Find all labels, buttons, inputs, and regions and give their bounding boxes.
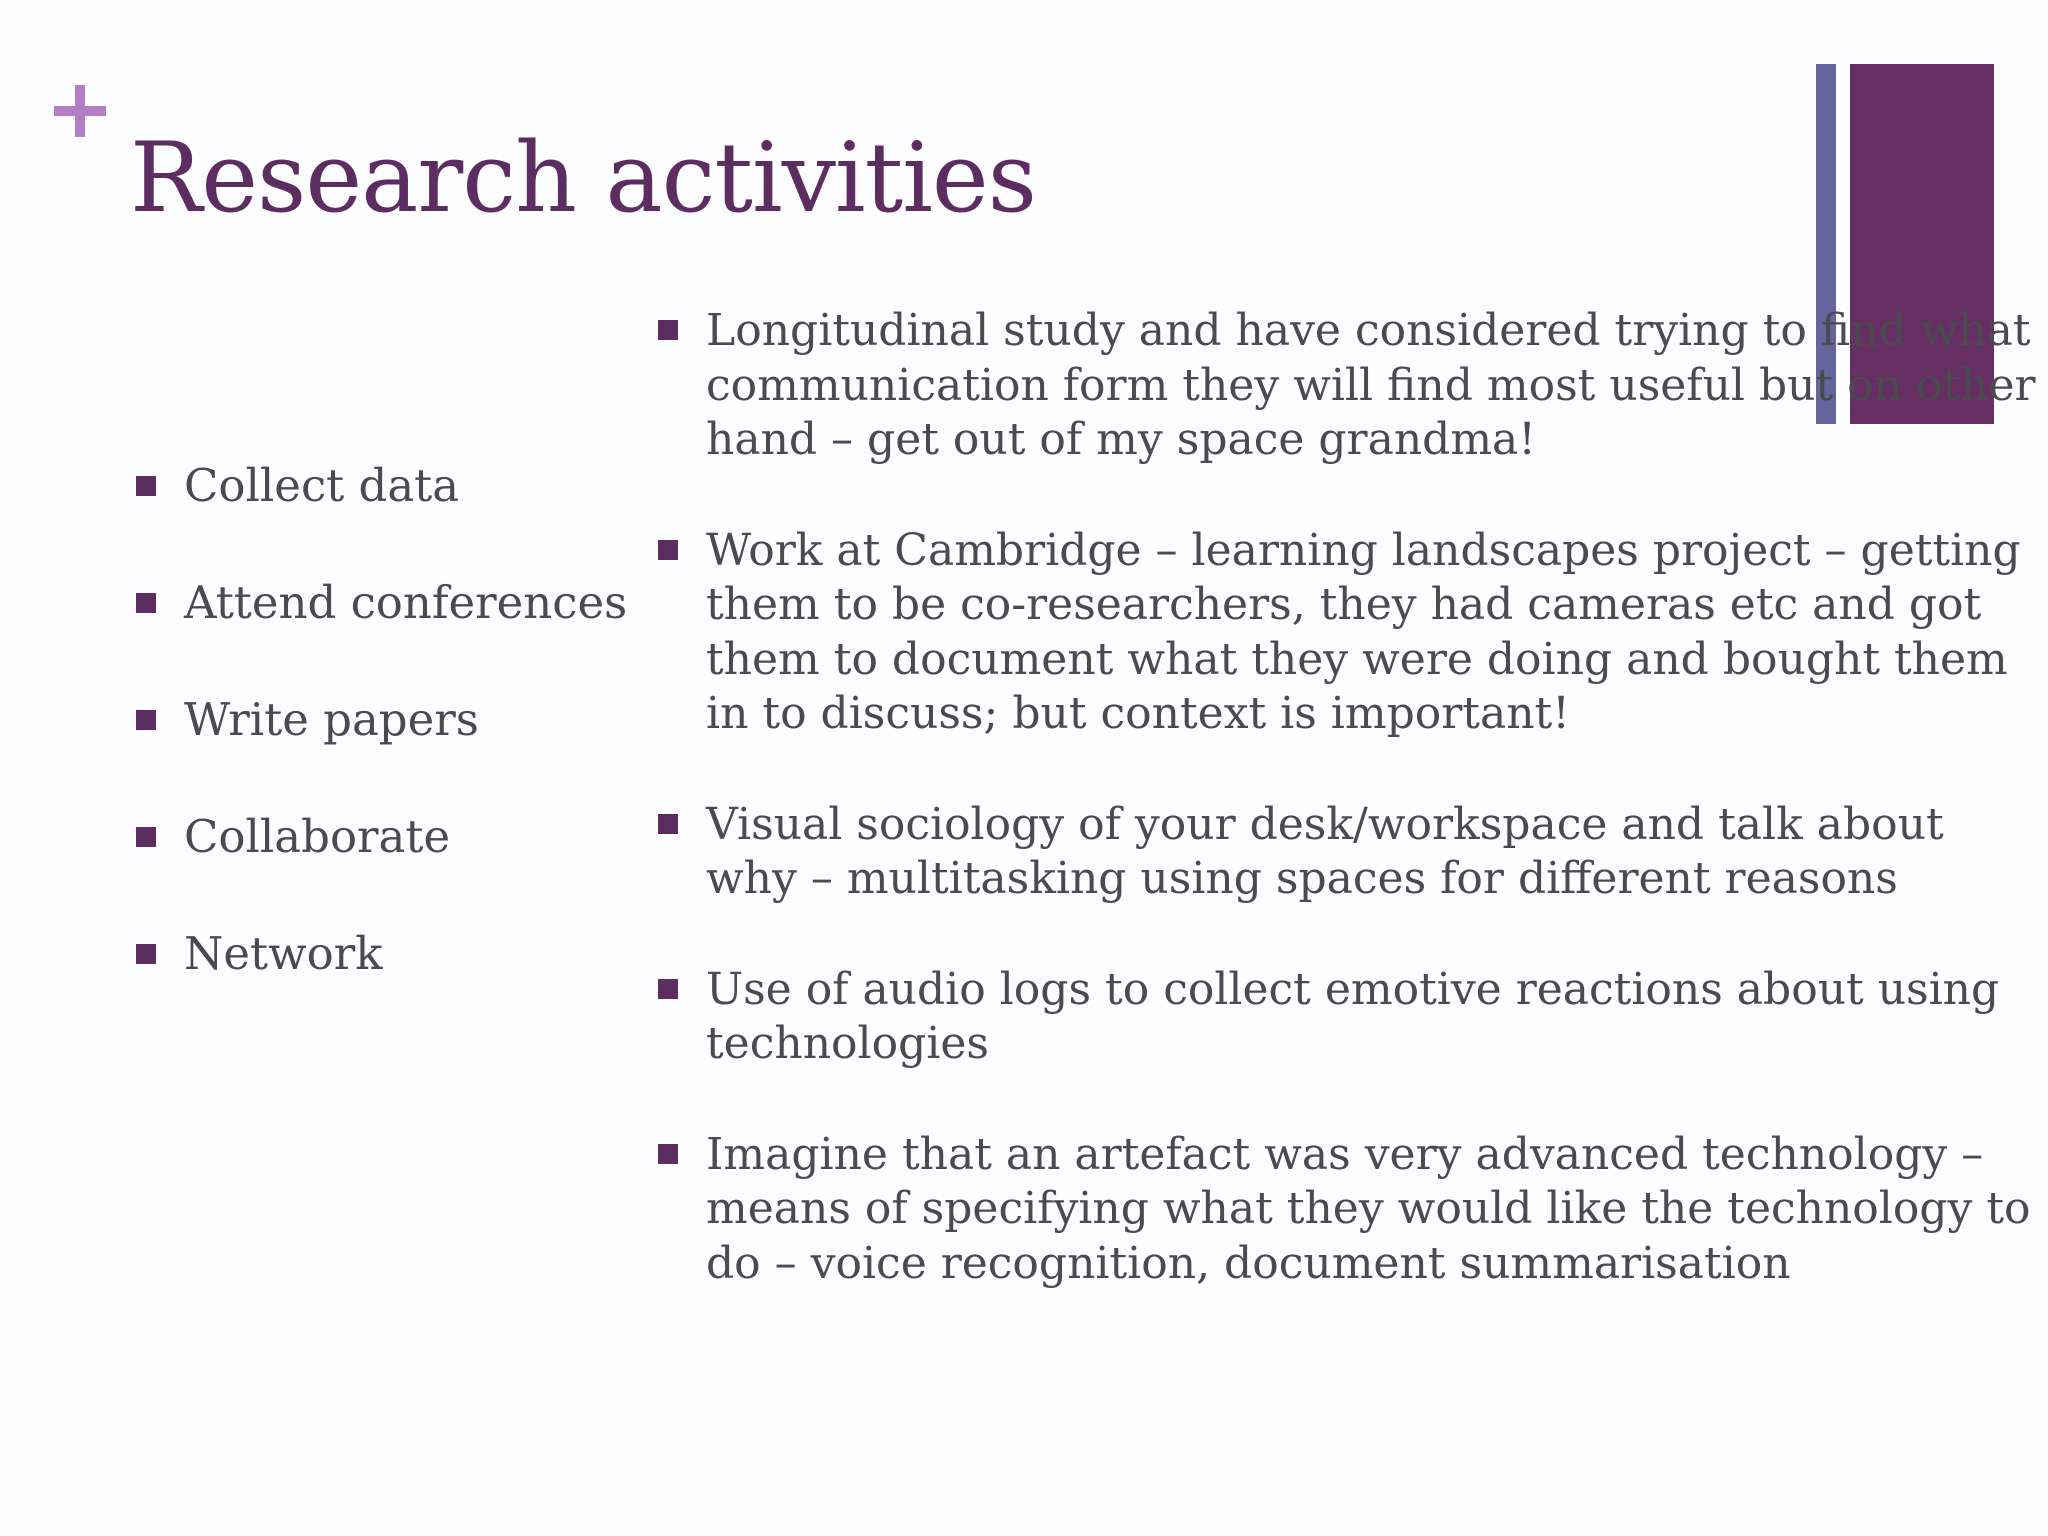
square-bullet-icon — [658, 1144, 678, 1164]
square-bullet-icon — [658, 814, 678, 834]
list-item — [658, 798, 2038, 907]
left-bullet-list — [136, 460, 656, 1045]
square-bullet-icon — [136, 593, 156, 613]
list-item — [658, 304, 2038, 468]
list-item — [658, 1128, 2038, 1292]
slide-title: Research activities — [130, 122, 1036, 234]
list-item — [136, 577, 656, 694]
plus-icon — [50, 80, 110, 140]
list-item-text: Attend conferences — [184, 576, 628, 629]
list-item-text: Collect data — [184, 459, 460, 512]
list-item — [658, 524, 2038, 742]
list-item-text: Use of audio logs to collect emotive reactions about using technologies — [706, 963, 2000, 1069]
square-bullet-icon — [136, 827, 156, 847]
list-item — [136, 460, 656, 577]
square-bullet-icon — [658, 540, 678, 560]
square-bullet-icon — [136, 476, 156, 496]
square-bullet-icon — [658, 320, 678, 340]
list-item-text: Work at Cambridge – learning landscapes project – getting them to be co-researchers, they had cameras etc and got them to document what they were doing and bought them in to discuss; but context is important! — [706, 524, 2021, 739]
square-bullet-icon — [136, 710, 156, 730]
list-item — [136, 694, 656, 811]
square-bullet-icon — [658, 979, 678, 999]
square-bullet-icon — [136, 944, 156, 964]
list-item — [136, 928, 656, 1045]
list-item — [136, 811, 656, 928]
list-item-text: Visual sociology of your desk/workspace and talk about why – multitasking using spaces for different reasons — [706, 798, 1944, 904]
list-item — [658, 963, 2038, 1072]
list-item-text: Network — [184, 927, 383, 980]
right-bullet-list — [658, 304, 2038, 1347]
list-item-text: Longitudinal study and have considered trying to find what communication form they will find most useful but on other hand – get out of my space grandma! — [706, 305, 2036, 465]
list-item-text: Collaborate — [184, 810, 451, 863]
list-item-text: Write papers — [184, 693, 479, 746]
list-item-text: Imagine that an artefact was very advanced technology – means of specifying what they would like the technology to do – voice recognition, document summarisation — [706, 1128, 2031, 1289]
